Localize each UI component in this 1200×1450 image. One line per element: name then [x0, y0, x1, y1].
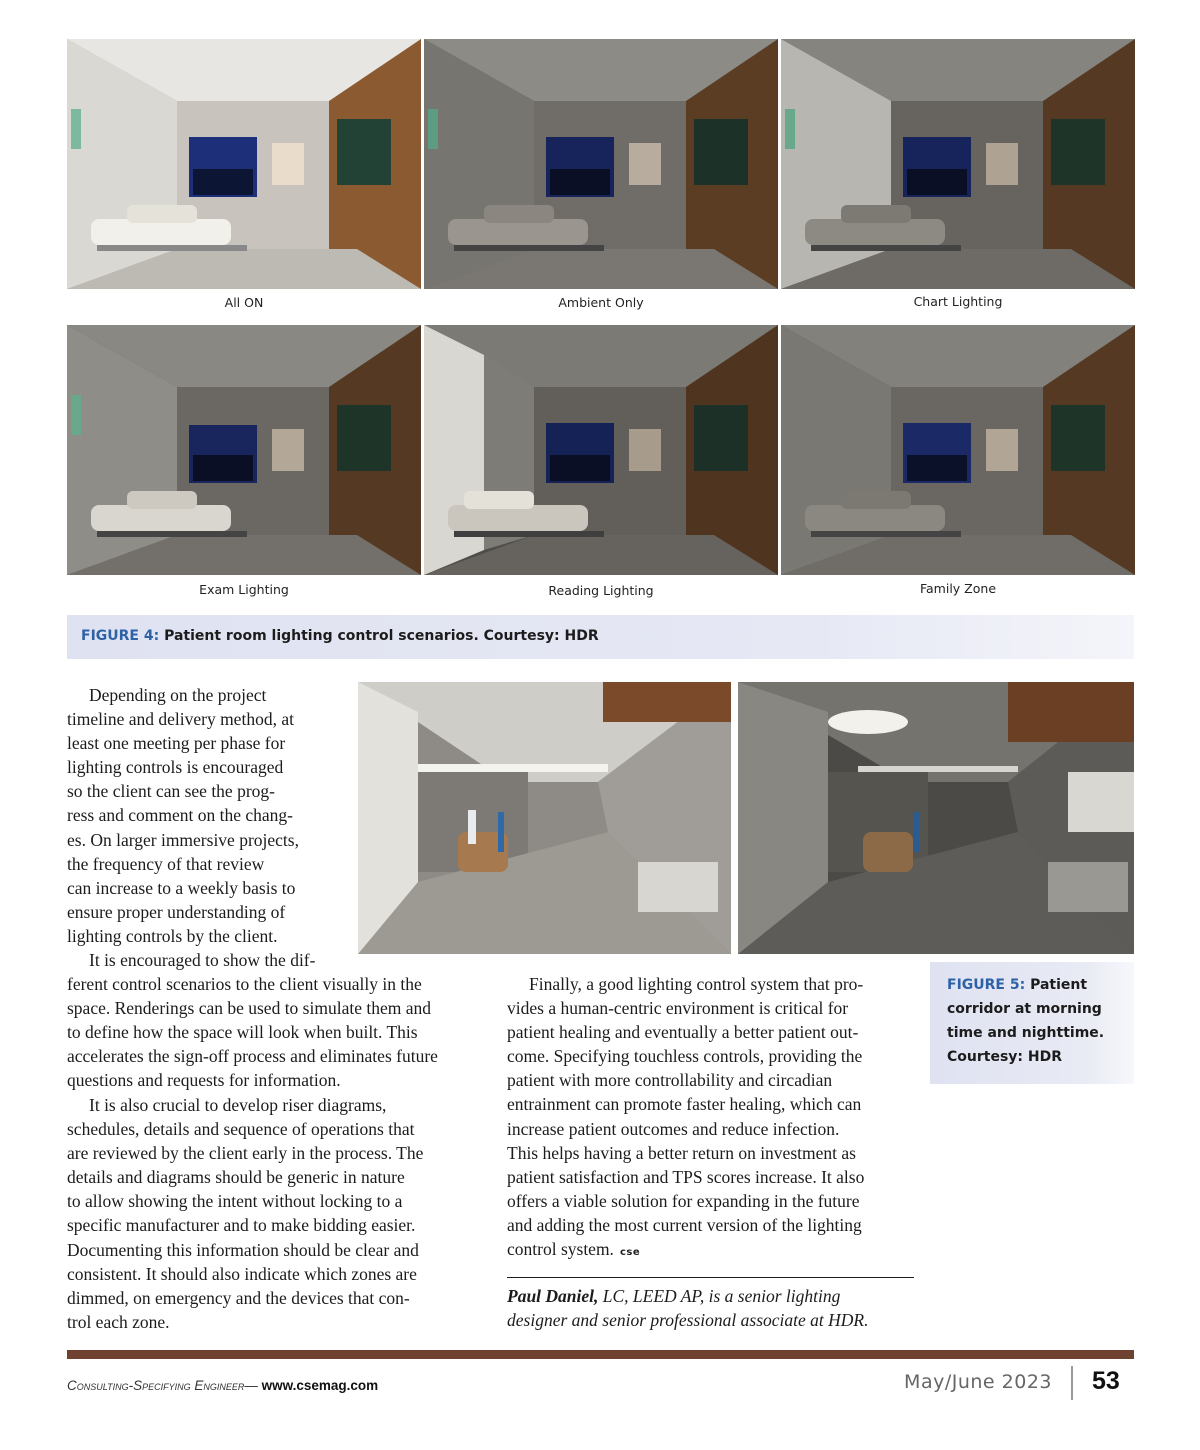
text-line: timeline and delivery method, at [67, 709, 294, 730]
scenario-caption: Reading Lighting [548, 583, 654, 598]
scenario-image-exam-lighting [67, 325, 421, 575]
text-line [507, 1237, 864, 1265]
paragraph-2 [67, 948, 438, 1093]
text-line: increase patient outcomes and reduce infection. [507, 1118, 840, 1139]
author-bio-line: designer and senior professional associate at HDR. [507, 1310, 869, 1331]
text-line: lighting controls by the client. [67, 925, 278, 946]
text-line: entrainment can promote faster healing, which can [507, 1094, 862, 1115]
text-line: ress and comment on the chang- [67, 805, 293, 826]
page-number: 53 [1092, 1367, 1120, 1395]
text-line: and adding the most current version of the lighting [507, 1214, 862, 1235]
figure-5-caption-text: Patient corridor at morning time and nighttime. Courtesy: HDR [947, 977, 1105, 1065]
footer-publication [67, 1378, 378, 1393]
text-line: so the client can see the prog- [67, 781, 275, 802]
paragraph-1 [67, 683, 299, 948]
text-line: patient satisfaction and TPS scores increase. It also [507, 1166, 865, 1187]
text-line: come. Specifying touchless controls, providing the [507, 1046, 863, 1067]
text-line: ensure proper understanding of [67, 901, 286, 922]
text-line: Depending on the project [89, 685, 267, 705]
corridor-night-image [738, 682, 1134, 954]
text-line: consistent. It should also indicate which zones are [67, 1263, 417, 1284]
text-line: This helps having a better return on investment as [507, 1142, 856, 1163]
scenario-caption: Exam Lighting [199, 582, 289, 597]
text-line: It is encouraged to show the dif- [89, 950, 316, 970]
scenario-caption: All ON [224, 295, 264, 310]
text-line: ferent control scenarios to the client visually in the [67, 974, 422, 995]
text-line: offers a viable solution for expanding in the future [507, 1190, 860, 1211]
text-line: schedules, details and sequence of operations that [67, 1119, 415, 1140]
text-line: Documenting this information should be clear and [67, 1239, 419, 1260]
text-line: details and diagrams should be generic in nature [67, 1167, 405, 1188]
magazine-name: Consulting-Specifying Engineer [67, 1378, 245, 1393]
figure-5-label: FIGURE 5: [947, 977, 1026, 993]
text-line: patient with more controllability and circadian [507, 1070, 833, 1091]
text-line: Finally, a good lighting control system that pro- [529, 974, 864, 994]
text-line: to define how the space will look when built. This [67, 1022, 418, 1043]
text-line: least one meeting per phase for [67, 733, 286, 754]
issue-date: May/June 2023 [904, 1371, 1052, 1393]
scenario-image-ambient-only [424, 39, 778, 289]
text-line: trol each zone. [67, 1311, 170, 1332]
text-line: the frequency of that review [67, 853, 265, 874]
text-line: patient healing and eventually a better patient out- [507, 1022, 859, 1043]
text-line: space. Renderings can be used to simulate them and [67, 998, 431, 1019]
author-bio [507, 1284, 868, 1332]
text-line: specific manufacturer and to make bidding easier. [67, 1215, 416, 1236]
paragraph-3 [67, 1093, 423, 1334]
author-name: Paul Daniel, [507, 1286, 599, 1306]
text-line: can increase to a weekly basis to [67, 877, 296, 898]
scenario-caption: Family Zone [919, 581, 997, 596]
text-line: dimmed, on emergency and the devices that con- [67, 1287, 410, 1308]
text-line: are reviewed by the client early in the process. The [67, 1143, 424, 1164]
cse-end-mark: cse [619, 1247, 641, 1259]
author-divider [507, 1277, 914, 1278]
footer-bar [67, 1350, 1134, 1359]
text-line: questions and requests for information. [67, 1070, 341, 1091]
text-line: vides a human-centric environment is critical for [507, 998, 849, 1019]
figure-4-caption [67, 615, 1134, 659]
text-line: lighting controls is encouraged [67, 757, 284, 778]
scenario-caption: Chart Lighting [913, 294, 1003, 309]
paragraph-4 [507, 972, 864, 1265]
figure-5-caption [930, 962, 1134, 1084]
scenario-image-chart-lighting [781, 39, 1135, 289]
text-line: to allow showing the intent without locking to a [67, 1191, 403, 1212]
figure-4-label: FIGURE 4: [81, 628, 160, 644]
footer-separator: — [244, 1378, 258, 1393]
footer-divider [1071, 1366, 1073, 1400]
figure-4-caption-text: Patient room lighting control scenarios. Courtesy: HDR [164, 628, 599, 644]
scenario-image-reading-lighting [424, 325, 778, 575]
magazine-url[interactable]: www.csemag.com [261, 1378, 379, 1393]
corridor-morning-image [358, 682, 731, 954]
scenario-image-family-zone [781, 325, 1135, 575]
text-line: It is also crucial to develop riser diagrams, [89, 1095, 387, 1115]
author-bio-line: LC, LEED AP, is a senior lighting [598, 1286, 841, 1306]
text-line-end: control system. [507, 1239, 614, 1260]
scenario-caption: Ambient Only [558, 295, 644, 310]
text-line: es. On larger immersive projects, [67, 829, 299, 850]
text-line: accelerates the sign-off process and eliminates future [67, 1046, 438, 1067]
scenario-image-all-on [67, 39, 421, 289]
